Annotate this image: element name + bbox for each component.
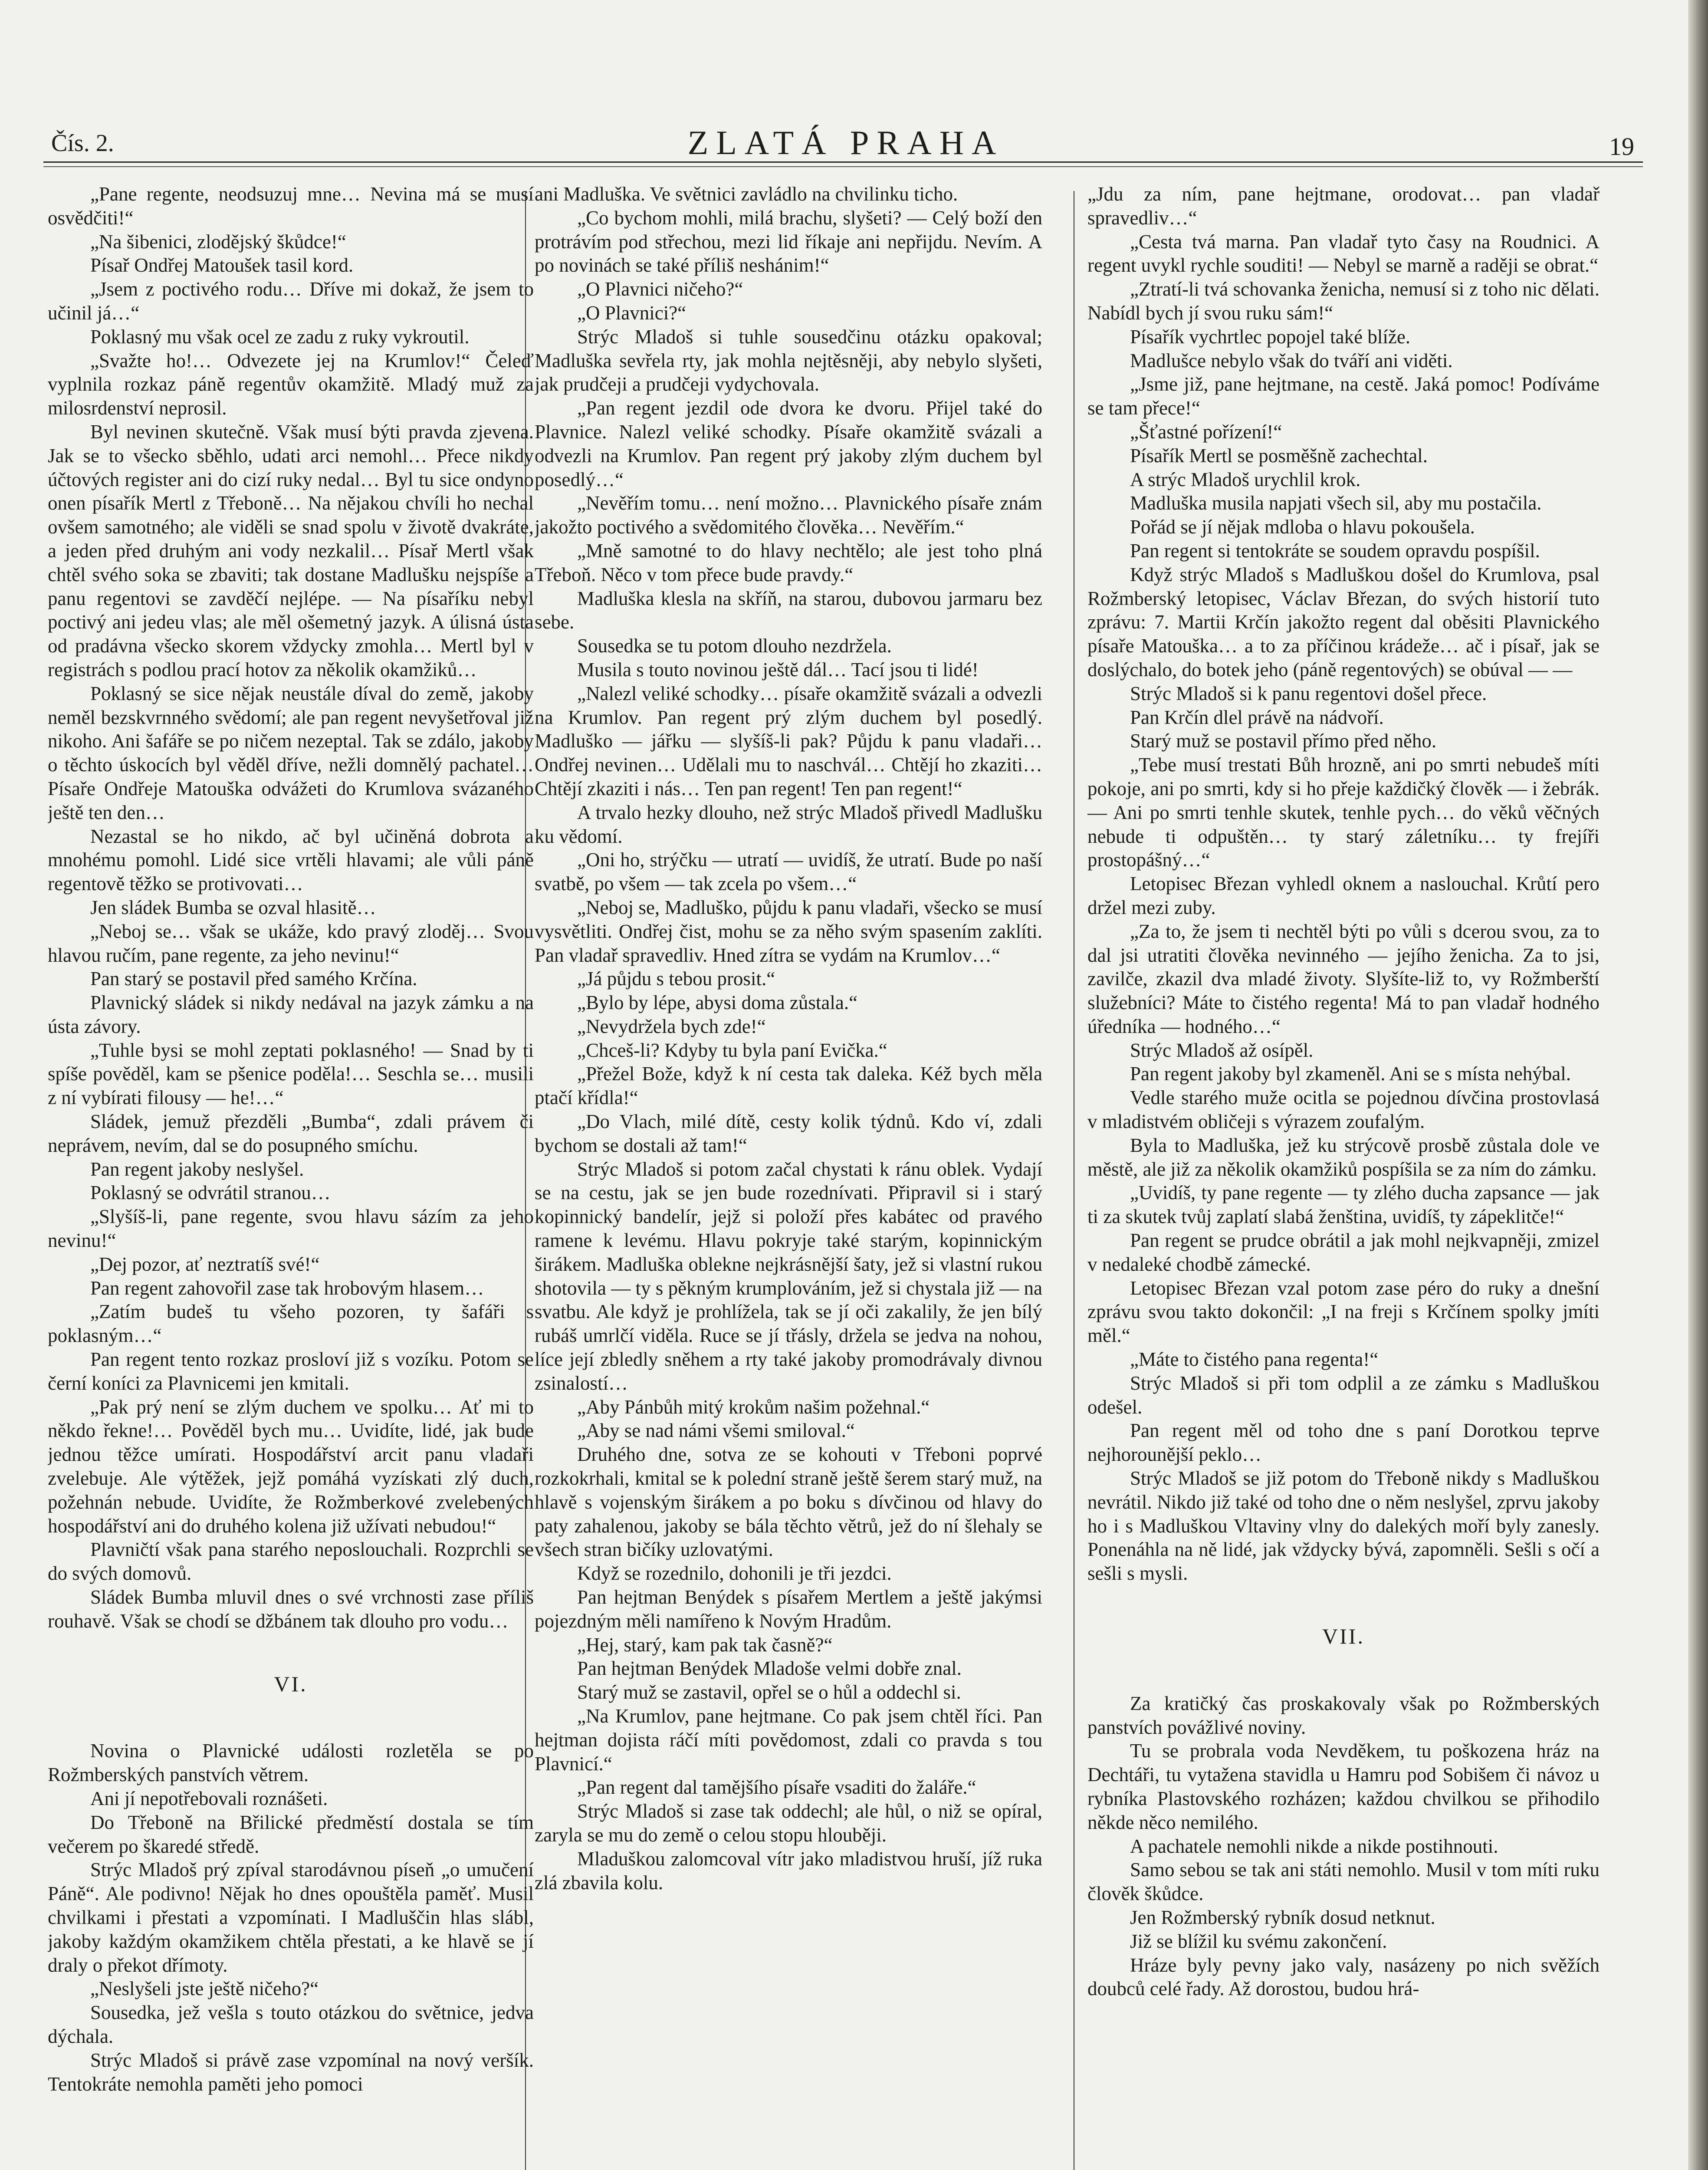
paragraph: Byla to Madluška, jež ku strýcově prosbě zůstala dole ve městě, ale již za několik okamžiků pospíšila se za ním do zámku. <box>1087 1134 1600 1180</box>
paragraph: Novina o Plavnické události rozletěla se po Rožmberských panstvích větrem. <box>48 1740 534 1786</box>
column-2 <box>535 182 1042 2170</box>
paragraph: Strýc Mladoš si zase tak oddechl; ale hůl, o niž se opíral, zaryla se mu do země o celou stopu hlouběji. <box>535 1800 1042 1846</box>
paragraph: „Neboj se… však se ukáže, kdo pravý zloděj… Svou hlavou ručím, pane regente, za jeho nevinu!“ <box>48 920 534 966</box>
paragraph: Za kratičký čas proskakovaly však po Rožmberských panstvích povážlivé noviny. <box>1087 1692 1600 1738</box>
paragraph: „Nalezl veliké schodky… písaře okamžitě svázali a odvezli na Krumlov. Pan regent prý zlým duchem byl posedlý. Madluško — jářku — slyšíš-li pak? Půjdu k panu vladaři… Ondřej nevinen… Udělali mu to naschvál… Chtějí ho zkaziti… Chtějí zkaziti i nás… Ten pan regent! Ten pan regent!“ <box>535 682 1042 799</box>
paragraph: Strýc Mladoš si tuhle sousedčinu otázku opakoval; Madluška sevřela rty, jak mohla nejtěsněji, aby nebylo slyšeti, jak prudčeji a prudčeji vydychovala. <box>535 326 1042 395</box>
paragraph: „Tuhle bysi se mohl zeptati poklasného! — Snad by ti spíše pověděl, kam se pšenice poděla!… Seschla se… musili z ní vybírati filousy — he!…“ <box>48 1039 534 1109</box>
paragraph: Když strýc Mladoš s Madluškou došel do Krumlova, psal Rožmberský letopisec, Václav Březan, do svých historií tuto zprávu: 7. Martii Krčín jakožto regent dal oběsiti Plavnického písaře Matouška… a to za příčinou krádeže… ač i písař, jak se doslýchalo, do botek jeho (páně regentových) se obúval — — <box>1087 563 1600 681</box>
paragraph: „Já půjdu s tebou prosit.“ <box>577 968 775 990</box>
issue-number: Čís. 2. <box>51 130 114 157</box>
paragraph: „Ztratí-li tvá schovanka ženicha, nemusí si z toho nic dělati. Nabídl bych jí svou ruku sám!“ <box>1087 278 1600 324</box>
paragraph: Strýc Mladoš se již potom do Třeboně nikdy s Madluškou nevrátil. Nikdo již také od toho dne o něm neslyšel, zprvu jakoby ho i s Madluškou Vltaviny vlny do dalekých moří byly zanesly. Ponenáhla na ně lidé, jak vždycky bývá, zapomněli. Sešli s očí a sešli s mysli. <box>1087 1467 1600 1585</box>
paragraph: „Bylo by lépe, abysi doma zůstala.“ <box>577 992 858 1014</box>
paragraph: Hráze byly pevny jako valy, nasázeny po nich svěžích doubců celé řady. Až dorostou, budou hrá- <box>1087 1954 1600 2000</box>
paragraph: Ani jí nepotřebovali roznášeti. <box>90 1788 328 1809</box>
paragraph: Poklasný se sice nějak neustále díval do země, jakoby neměl bezskvrnného svědomí; ale pan regent nevyšetřoval již nikoho. Ani šafáře se po ničem nezeptal. Tak se zdálo, jakoby o těchto úskocích byl věděl dříve, nežli domnělý pachatel… Písaře Ondřeje Matouška odvážeti do Krumlova svázaného ještě ten den… <box>48 682 534 823</box>
paragraph: Pan hejtman Benýdek Mladoše velmi dobře znal. <box>577 1657 962 1680</box>
paragraph: „Do Vlach, milé dítě, cesty kolik týdnů. Kdo ví, zdali bychom se dostali až tam!“ <box>535 1111 1042 1156</box>
paragraph: Pořád se jí nějak mdloba o hlavu pokoušela. <box>1130 516 1475 538</box>
paragraph: „Neslyšeli jste ještě ničeho?“ <box>90 1978 319 2000</box>
paragraph: Strýc Mladoš si k panu regentovi došel přece. <box>1130 682 1487 704</box>
section-heading: VI. <box>274 1671 308 1696</box>
paragraph: Pan regent měl od toho dne s paní Dorotkou teprve nejhorounější peklo… <box>1087 1420 1600 1466</box>
paragraph: Pan regent tento rozkaz prosloví již s vozíku. Potom se černí koníci za Plavnicemi jen kmitali. <box>48 1348 534 1394</box>
paragraph: A trvalo hezky dlouho, než strýc Mladoš přivedl Madlušku ku vědomí. <box>535 801 1042 847</box>
paragraph: Plavnický sládek si nikdy nedával na jazyk zámku a na ústa závory. <box>48 992 534 1037</box>
paragraph: Sládek, jemuž přezděli „Bumba“, zdali právem či neprávem, nevím, dal se do posupného smíchu. <box>48 1111 534 1156</box>
paragraph: „Pak prý není se zlým duchem ve spolku… Ať mi to někdo řekne!… Pověděl bych mu… Uvidíte, lidé, jak bude jednou těžce umírati. Hospodářství arcit panu vladaři zvelebuje. Ale výtěžek, jejž pomáhá vyzískati zlý duch, požehnán nebude. Uvidíte, že Rožmberkové zvelebených hospodářství ani do druhého kolena již užívati nebudou!“ <box>48 1396 534 1537</box>
paragraph: Strýc Mladoš si při tom odplil a ze zámku s Madluškou odešel. <box>1087 1372 1600 1418</box>
paragraph: Letopisec Březan vyhledl oknem a naslouchal. Krůtí pero držel mezi zuby. <box>1087 873 1600 918</box>
paragraph: Pan regent si tentokráte se soudem opravdu pospíšil. <box>1130 539 1540 562</box>
page-number: 19 <box>1609 132 1634 161</box>
paragraph: „Pane regente, neodsuzuj mne… Nevina má se musí osvědčiti!“ <box>48 183 534 229</box>
paragraph: „Na šibenici, zlodějský škůdce!“ <box>90 230 346 253</box>
paragraph: „Pan regent jezdil ode dvora ke dvoru. Přijel také do Plavnice. Nalezl veliké schodky. Písaře okamžitě svázali a odvezli na Krumlov. Pan regent prý jakoby zlým duchem byl posedlý…“ <box>535 397 1042 490</box>
paragraph: Písařík Mertl se posměšně zachechtal. <box>1130 444 1428 467</box>
paragraph: Byl nevinen skutečně. Však musí býti pravda zjevena. Jak se to všecko sběhlo, udati arci nemohl… Přece nikdy účtových register ani do cizí ruky nedal… Byl tu sice ondyno onen písařík Mertl z Třeboně… Na nějakou chvíli ho nechal ovšem samotného; ale viděli se snad spolu v životě dvakráte, a jeden před druhým ani vody nezkalil… Písař Mertl však chtěl svého soka se zbaviti; tak dostane Madlušku nejspíše a panu regentovi se zavděčí nejlépe. — Na písaříku nebyl poctivý ani jedeu vlas; ale měl ošemetný jazyk. A úlisná ústa od pradávna všecko skorem vždycky zmohla… Mertl byl v registrách s podlou prací hotov za několik okamžiků… <box>48 421 534 681</box>
paragraph: „Co bychom mohli, milá brachu, slyšeti? — Celý boží den protrávím pod střechou, mezi lid říkaje ani nepřijdu. Nevím. A po novinách se také příliš neshánim!“ <box>535 207 1042 276</box>
paragraph: Nezastal se ho nikdo, ač byl učiněná dobrota a mnohému pomohl. Lidé sice vrtěli hlavami; ale vůli páně regentově těžko se protivovati… <box>48 825 534 895</box>
paragraph: „Jsme již, pane hejtmane, na cestě. Jaká pomoc! Podíváme se tam přece!“ <box>1087 373 1600 419</box>
paragraph: „Hej, starý, kam pak tak časně?“ <box>577 1634 833 1656</box>
paragraph: „Na Krumlov, pane hejtmane. Co pak jsem chtěl říci. Pan hejtman dojista ráčí míti povědomost, zdali co pravda s tou Plavnicí.“ <box>535 1705 1042 1775</box>
paragraph: Jen Rožmberský rybník dosud netknut. <box>1130 1906 1435 1928</box>
paragraph: Starý muž se postavil přímo před něho. <box>1130 730 1437 752</box>
paragraph: „Oni ho, strýčku — utratí — uvidíš, že utratí. Bude po naší svatbě, po všem — tak zcela po všem…“ <box>535 849 1042 895</box>
paragraph: Sládek Bumba mluvil dnes o své vrchnosti zase příliš rouhavě. Však se chodí se džbánem tak dlouho pro vodu… <box>48 1586 534 1632</box>
paragraph: Plavničtí však pana starého neposlouchali. Rozprchli se do svých domovů. <box>48 1539 534 1585</box>
paragraph: „Zatím budeš tu všeho pozoren, ty šafáři s poklasným…“ <box>48 1301 534 1347</box>
paragraph: „Šťastné pořízení!“ <box>1130 421 1282 443</box>
paragraph: Jen sládek Bumba se ozval hlasitě… <box>90 896 376 918</box>
paragraph: Sousedka se tu potom dlouho nezdržela. <box>577 635 892 657</box>
paragraph: Mladuškou zalomcoval vítr jako mladistvou hruší, jíž ruka zlá zbavila kolu. <box>535 1848 1042 1894</box>
text-columns <box>48 182 1643 2170</box>
paragraph: Vedle starého muže ocitla se pojednou dívčina prostovlasá v mladistvém obličeji s výrazem zoufalým. <box>1087 1087 1600 1133</box>
paragraph: Strýc Mladoš si potom začal chystati k ránu oblek. Vydají se na cestu, jak se jen bude rozednívati. Připravil si i starý kopinnický bandelír, jejž si položí přes kabátec od pravého ramene k levému. Hlavu pokryje také starým, kopinnickým širákem. Madluška oblekne nejkrásnější šaty, jež si vlastní rukou shotovila — ty s pěkným krumplováním, jež si chystala již — na svatbu. Ale když je prohlížela, tak se jí oči zakalily, že jen bílý rubáš umrlčí viděla. Ruce se jí třásly, držela se jedva na nohou, líce její zbledly sněhem a rty také jakoby promodrávaly divnou zsinalostí… <box>535 1158 1042 1394</box>
paragraph: A pachatele nemohli nikde a nikde postihnouti. <box>1130 1835 1498 1857</box>
paragraph: Pan regent se prudce obrátil a jak mohl nejkvapněji, zmizel v nedaleké chodbě zámecké. <box>1087 1230 1600 1275</box>
paragraph: „Cesta tvá marna. Pan vladař tyto časy na Roudnici. A regent uvykl rychle souditi! — Nebyl se marně a raději se obrat.“ <box>1087 230 1600 276</box>
paragraph: „Neboj se, Madluško, půjdu k panu vladaři, všecko se musí vysvětliti. Ondřej čist, mohu se za něho svým spasením zaklíti. Pan vladař spravedliv. Hned zítra se vydám na Krumlov…“ <box>535 896 1042 966</box>
section-heading: VII. <box>1322 1624 1365 1649</box>
paragraph: Pan starý se postavil před samého Krčína. <box>90 968 417 990</box>
paragraph: „Slyšíš-li, pane regente, svou hlavu sázím za jeho nevinu!“ <box>48 1206 534 1252</box>
paragraph: Pan Krčín dlel právě na nádvoří. <box>1130 706 1384 728</box>
paragraph: „Jdu za ním, pane hejtmane, orodovat… pan vladař spravedliv…“ <box>1087 183 1600 229</box>
paragraph: „Aby Pánbůh mitý krokům našim požehnal.“ <box>577 1396 930 1418</box>
paragraph: Sousedka, jež vešla s touto otázkou do světnice, jedva dýchala. <box>48 2002 534 2047</box>
paragraph: „Svažte ho!… Odvezete jej na Krumlov!“ Čeleď vyplnila rozkaz páně regentův okamžitě. Mladý muž za milosrdenství neprosil. <box>48 349 534 419</box>
paragraph: Když se rozednilo, dohonili je tři jezdci. <box>577 1562 892 1585</box>
page-edge <box>1688 0 1708 2170</box>
paragraph: Písař Ondřej Matoušek tasil kord. <box>90 254 354 276</box>
paragraph: Do Třeboně na Břilické předměstí dostala se tím večerem po škaredé středě. <box>48 1811 534 1857</box>
paragraph: „O Plavnici ničeho?“ <box>577 278 743 300</box>
paragraph: „O Plavnici?“ <box>577 302 686 324</box>
paragraph: Poklasný mu však ocel ze zadu z ruky vykroutil. <box>90 326 470 348</box>
paragraph: „Tebe musí trestati Bůh hrozně, ani po smrti nebudeš míti pokoje, ani po smrti, kdy si ho přeje každičký člověk — i žebrák. — Ani po smrti tenhle skutek, tenhle pych… do věků věčných nebude ti odpuštěn… ty starý záletníku… ty frejíři prostopášný…“ <box>1087 754 1600 871</box>
paragraph: „Máte to čistého pana regenta!“ <box>1130 1348 1379 1371</box>
paragraph: „Nevydržela bych zde!“ <box>577 1015 766 1037</box>
paragraph: Strýc Mladoš si právě zase vzpomínal na nový veršík. Tentokráte nemohla paměti jeho pomoci <box>48 2049 534 2095</box>
paragraph: Pan regent jakoby byl zkameněl. Ani se s místa nehýbal. <box>1130 1063 1571 1085</box>
paragraph: Tu se probrala voda Nevděkem, tu poškozena hráz na Dechtáři, tu vytažena stavidla u Hamru pod Sobišem či návoz u rybníka Plastovského rozházen; každou chvilkou se přihodilo někde něco nemilého. <box>1087 1740 1600 1833</box>
paragraph: Druhého dne, sotva ze se kohouti v Třeboni poprvé rozkokrhali, kmital se k polední straně ještě šerem starý muž, na hlavě s vojenským širákem a po boku s dívčinou od hlavy do paty zahalenou, jakoby se bála těchto větrů, jež do ní šlehaly se všech stran bičíky uzlovatými. <box>535 1443 1042 1561</box>
paragraph: Madluška klesla na skříň, na starou, dubovou jarmaru bez sebe. <box>535 587 1042 633</box>
paragraph: Strýc Mladoš prý zpíval starodávnou píseň „o umučení Páně“. Ale podivno! Nějak ho dnes opouštěla paměť. Musil chvilkami i přestati a vzpomínati. I Madluščin hlas slábl, jakoby každým okamžikem chtěla přestati, a ke hlavě se jí draly o překot dřímoty. <box>48 1859 534 1976</box>
paragraph: Musila s touto novinou ještě dál… Tací jsou ti lidé! <box>577 658 979 681</box>
paragraph: „Pan regent dal tamějšího písaře vsaditi do žaláře.“ <box>577 1776 976 1798</box>
paragraph: Pan regent zahovořil zase tak hrobovým hlasem… <box>90 1277 484 1299</box>
paragraph: „Mně samotné to do hlavy nechtělo; ale jest toho plná Třeboň. Něco v tom přece bude pravdy.“ <box>535 539 1042 585</box>
paragraph: „Aby se nad námi všemi smiloval.“ <box>577 1420 855 1442</box>
paragraph: Písařík vychrtlec popojel také blíže. <box>1130 326 1411 348</box>
paragraph: Poklasný se odvrátil stranou… <box>90 1182 331 1204</box>
paragraph: Pan hejtman Benýdek s písařem Mertlem a ještě jakýmsi pojezdným měli namířeno k Novým Hradům. <box>535 1586 1042 1632</box>
paragraph: Strýc Mladoš až osípěl. <box>1130 1039 1314 1061</box>
paragraph: „Přežel Bože, když k ní cesta tak daleka. Kéž bych měla ptačí křídla!“ <box>535 1063 1042 1109</box>
paragraph: „Uvidíš, ty pane regente — ty zlého ducha zapsance — jak ti za skutek tvůj zaplatí slabá ženština, uvidíš, ty zápeklitče!“ <box>1087 1182 1600 1228</box>
paragraph: Madlušce nebylo však do tváří ani viděti. <box>1130 349 1453 372</box>
column-1 <box>48 182 534 2170</box>
paragraph: Madluška musila napjati všech sil, aby mu postačila. <box>1130 492 1542 514</box>
column-3 <box>1087 182 1600 2170</box>
paragraph: Již se blížil ku svému zakončení. <box>1130 1930 1387 1952</box>
paragraph: Samo sebou se tak ani státi nemohlo. Musil v tom míti ruku člověk škůdce. <box>1087 1859 1600 1905</box>
paragraph: „Za to, že jsem ti nechtěl býti po vůli s dcerou svou, za to dal jsi utratiti člověka nevinného — jejího ženicha. Za to jsi, zavilče, zkazil dva mladé životy. Slyšíte-liž to, vy Rožmberští služebníci? Máte to čistého regenta! Má to pan vladař hodného úředníka — hodného…“ <box>1087 920 1600 1037</box>
paragraph: „Chceš-li? Kdyby tu byla paní Evička.“ <box>577 1039 887 1061</box>
paragraph: Starý muž se zastavil, opřel se o hůl a oddechl si. <box>577 1681 961 1703</box>
paragraph: Letopisec Březan vzal potom zase péro do ruky a dnešní zprávu svou takto dokončil: „I na freji s Krčínem spolky jmíti měl.“ <box>1087 1277 1600 1347</box>
paragraph: A strýc Mladoš urychlil krok. <box>1130 468 1361 490</box>
paragraph: ani Madluška. Ve světnici zavládlo na chvilinku ticho. <box>535 183 958 205</box>
magazine-title: ZLATÁ PRAHA <box>687 124 1004 161</box>
paragraph: „Dej pozor, ať neztratíš své!“ <box>90 1253 320 1275</box>
paragraph: „Jsem z poctivého rodu… Dříve mi dokaž, že jsem to učinil já…“ <box>48 278 534 324</box>
header-rule <box>43 161 1643 167</box>
paragraph: „Nevěřím tomu… není možno… Plavnického písaře znám jakožto poctivého a svědomitého člověka… Nevěřím.“ <box>535 492 1042 538</box>
paragraph: Pan regent jakoby neslyšel. <box>90 1158 304 1180</box>
